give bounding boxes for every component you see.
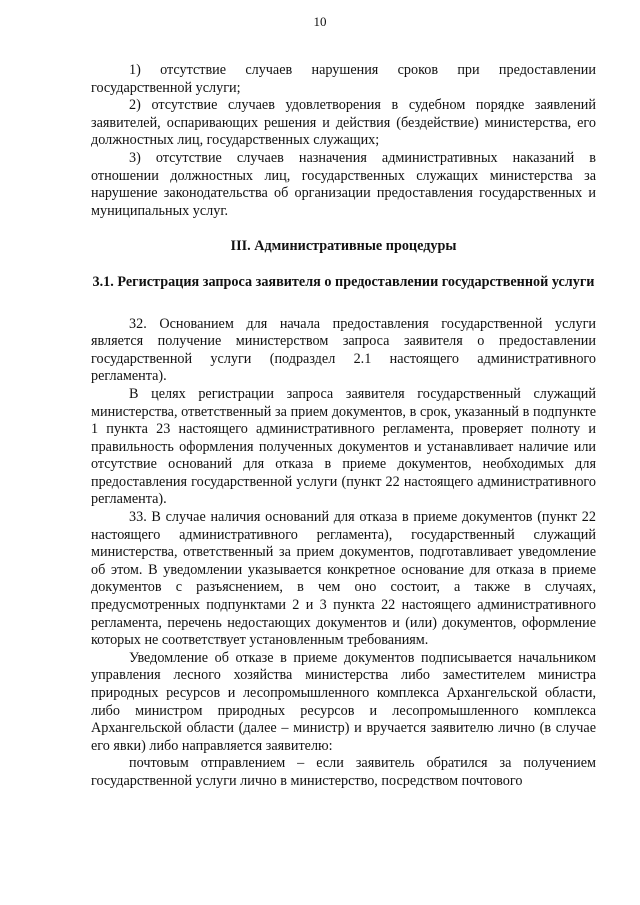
- subsection-heading: 3.1. Регистрация запроса заявителя о предоставлении государственной услуги: [92, 273, 595, 290]
- paragraph-33: 33. В случае наличия оснований для отказа в приеме документов (пункт 22 настоящего административного регламента), государственный служащий министерства, ответственный за прием документов, подготавливает уведомление об этом. В уведомлении указывается конкретное основание для отказа в приеме документов с разъяснением, в чем оно состоит, а также в случаях, предусмотренных подпунктами 2 и 3 пункта 22 настоящего административного регламента, перечень недостающих документов и (или) документов, оформление которых не соответствует установленным требованиям.: [91, 509, 596, 649]
- paragraph-32: 32. Основанием для начала предоставления государственной услуги является получение министерством запроса заявителя о предоставлении государственной услуги (подраздел 2.1 настоящего административного регламента).: [91, 315, 596, 385]
- document-body: [91, 62, 596, 791]
- section-heading: III. Административные процедуры: [230, 238, 457, 255]
- paragraph-criterion-3: 3) отсутствие случаев назначения административных наказаний в отношении должностных лиц, государственных служащих министерства за нарушение законодательства об организации предоставления государственных и муниципальных услуг.: [91, 149, 596, 219]
- paragraph-criterion-1: 1) отсутствие случаев нарушения сроков при предоставлении государственной услуги;: [91, 62, 596, 96]
- paragraph-notice: Уведомление об отказе в приеме документов подписывается начальником управления лесного хозяйства министерства либо заместителем министра природных ресурсов и лесопромышленного комплекса Архангельской области, либо министром природных ресурсов и лесопромышленного комплекса Архангельской области (далее – министр) и вручается заявителю лично (в случае его явки) либо направляется заявителю:: [91, 649, 596, 754]
- paragraph-postal: почтовым отправлением – если заявитель обратился за получением государственной услуги лично в министерство, посредством почтового: [91, 755, 596, 789]
- paragraph-criterion-2: 2) отсутствие случаев удовлетворения в судебном порядке заявлений заявителей, оспаривающих решения и действия (бездействие) министерства, его должностных лиц, государственных служащих;: [91, 97, 596, 149]
- paragraph-registration: В целях регистрации запроса заявителя государственный служащий министерства, ответственный за прием документов, в срок, указанный в подпункте 1 пункта 23 настоящего административного регламента, проверяет полноту и правильность оформления полученных документов и устанавливает наличие или отсутствие оснований для отказа в приеме документов, необходимых для предоставления государственной услуги (пункт 22 настоящего административного регламента).: [91, 385, 596, 508]
- page-number: 10: [313, 14, 327, 29]
